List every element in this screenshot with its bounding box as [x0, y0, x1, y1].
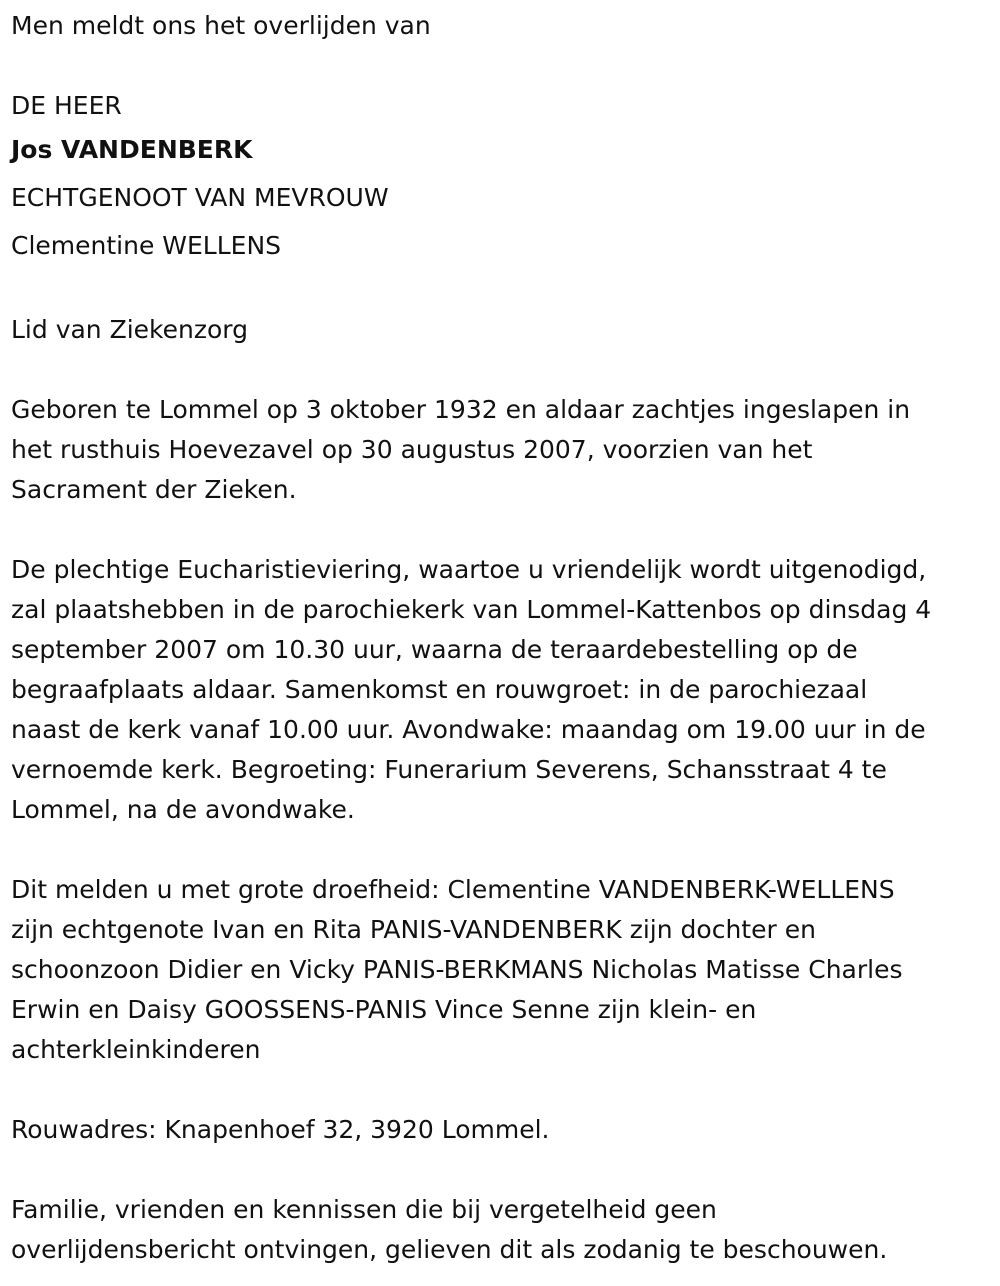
paragraph-line: achterkleinkinderen: [11, 1035, 261, 1064]
paragraph-line: vernoemde kerk. Begroeting: Funerarium Severens, Schansstraat 4 te: [11, 755, 887, 784]
paragraph-line: Dit melden u met grote droefheid: Clementine VANDENBERK-WELLENS: [11, 875, 895, 904]
paragraph-line: Lommel, na de avondwake.: [11, 795, 355, 824]
paragraph-line: Familie, vrienden en kennissen die bij vergetelheid geen: [11, 1195, 717, 1224]
paragraph-line: het rusthuis Hoevezavel op 30 augustus 2007, voorzien van het: [11, 435, 813, 464]
deceased-name: Jos VANDENBERK: [11, 135, 253, 164]
spacer: [11, 1070, 988, 1110]
birth-death-paragraph: [11, 390, 988, 510]
paragraph-line: overlijdensbericht ontvingen, gelieven dit als zodanig te beschouwen.: [11, 1235, 888, 1264]
spouse-label: ECHTGENOOT VAN MEVROUW: [11, 183, 389, 212]
paragraph-line: naast de kerk vanaf 10.00 uur. Avondwake: maandag om 19.00 uur in de: [11, 715, 926, 744]
spacer: [11, 830, 988, 870]
paragraph-line: september 2007 om 10.30 uur, waarna de teraardebestelling op de: [11, 635, 858, 664]
intro-text: Men meldt ons het overlijden van: [11, 11, 431, 40]
paragraph-line: De plechtige Eucharistieviering, waartoe u vriendelijk wordt uitgenodigd,: [11, 555, 927, 584]
address-text: Rouwadres: Knapenhoef 32, 3920 Lommel.: [11, 1115, 550, 1144]
spacer: [11, 350, 988, 390]
paragraph-line: Sacrament der Zieken.: [11, 475, 297, 504]
closing-paragraph: [11, 1190, 988, 1270]
paragraph-line: begraafplaats aldaar. Samenkomst en rouwgroet: in de parochiezaal: [11, 675, 868, 704]
paragraph-line: Erwin en Daisy GOOSSENS-PANIS Vince Senne zijn klein- en: [11, 995, 757, 1024]
spouse-name: Clementine WELLENS: [11, 231, 282, 260]
spacer: [11, 1150, 988, 1190]
ceremony-paragraph: [11, 550, 988, 830]
membership-text: Lid van Ziekenzorg: [11, 315, 248, 344]
spacer: [11, 510, 988, 550]
family-paragraph: [11, 870, 988, 1070]
deceased-title: DE HEER: [11, 91, 122, 120]
paragraph-line: zijn echtgenote Ivan en Rita PANIS-VANDENBERK zijn dochter en: [11, 915, 816, 944]
paragraph-line: schoonzoon Didier en Vicky PANIS-BERKMANS Nicholas Matisse Charles: [11, 955, 903, 984]
spacer: [11, 270, 988, 310]
paragraph-line: Geboren te Lommel op 3 oktober 1932 en aldaar zachtjes ingeslapen in: [11, 395, 911, 424]
paragraph-line: zal plaatshebben in de parochiekerk van Lommel-Kattenbos op dinsdag 4: [11, 595, 932, 624]
spacer: [11, 46, 988, 86]
